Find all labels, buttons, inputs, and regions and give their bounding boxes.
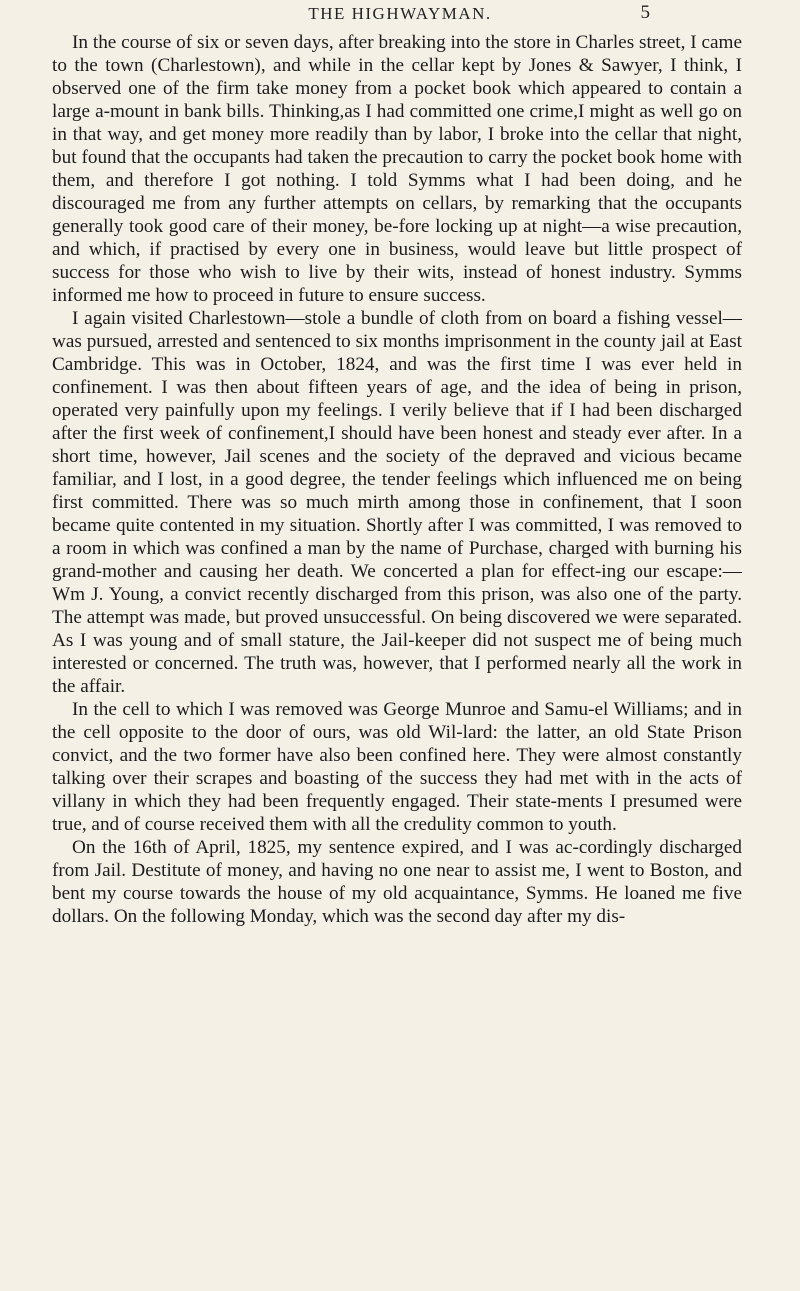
paragraph: In the cell to which I was removed was George Munroe and Samu-el Williams; and in the cell opposite to the door of ours, was old Wil-lard: the latter, an old State Prison convict, and the two former have also been confined here. They were almost constantly talking over their scrapes and boasting of the success they had met with in the acts of villany in which they had been frequently engaged. Their state-ments I presumed were true, and of course received them with all the credulity common to youth. [52,699,742,835]
paragraph: In the course of six or seven days, after breaking into the store in Charles street, I came to the town (Charlestown), and while in the cellar kept by Jones & Sawyer, I think, I observed one of the firm take money from a pocket book which appeared to contain a large a-mount in bank bills. Thinking,as I had committed one crime,I might as well go on in that way, and get money more readily than by labor, I broke into the cellar that night, but found that the occupants had taken the precaution to carry the pocket book home with them, and therefore I got nothing. I told Symms what I had been doing, and he discouraged me from any further attempts on cellars, by remarking that the occupants generally took good care of their money, be-fore locking up at night—a wise precaution, and which, if practised by every one in business, would leave but little prospect of success for those who wish to live by their wits, instead of honest industry. Symms informed me how to proceed in future to ensure success. [52,32,742,306]
running-head [0,2,800,24]
paragraph: On the 16th of April, 1825, my sentence expired, and I was ac-cordingly discharged from Jail. Destitute of money, and having no one near to assist me, I went to Boston, and bent my course towards the house of my old acquaintance, Symms. He loaned me five dollars. On the following Monday, which was the second day after my dis- [52,837,742,927]
body-text [52,31,742,928]
page-number: 5 [640,2,650,23]
running-title: THE HIGHWAYMAN. [308,4,492,23]
paragraph: I again visited Charlestown—stole a bundle of cloth from on board a fishing vessel—was pursued, arrested and sentenced to six months imprisonment in the county jail at East Cambridge. This was in October, 1824, and was the first time I was ever held in confinement. I was then about fifteen years of age, and the idea of being in prison, operated very painfully upon my feelings. I verily believe that if I had been discharged after the first week of confinement,I should have been honest and steady ever after. In a short time, however, Jail scenes and the society of the depraved and vicious became familiar, and I lost, in a good degree, the tender feelings which influenced me on being first committed. There was so much mirth among those in confinement, that I soon became quite contented in my situation. Shortly after I was committed, I was removed to a room in which was confined a man by the name of Purchase, charged with burning his grand-mother and causing her death. We concerted a plan for effect-ing our escape:—Wm J. Young, a convict recently discharged from this prison, was also one of the party. The attempt was made, but proved unsuccessful. On being discovered we were separated. As I was young and of small stature, the Jail-keeper did not suspect me of being much interested or concerned. The truth was, however, that I performed nearly all the work in the affair. [52,308,742,697]
